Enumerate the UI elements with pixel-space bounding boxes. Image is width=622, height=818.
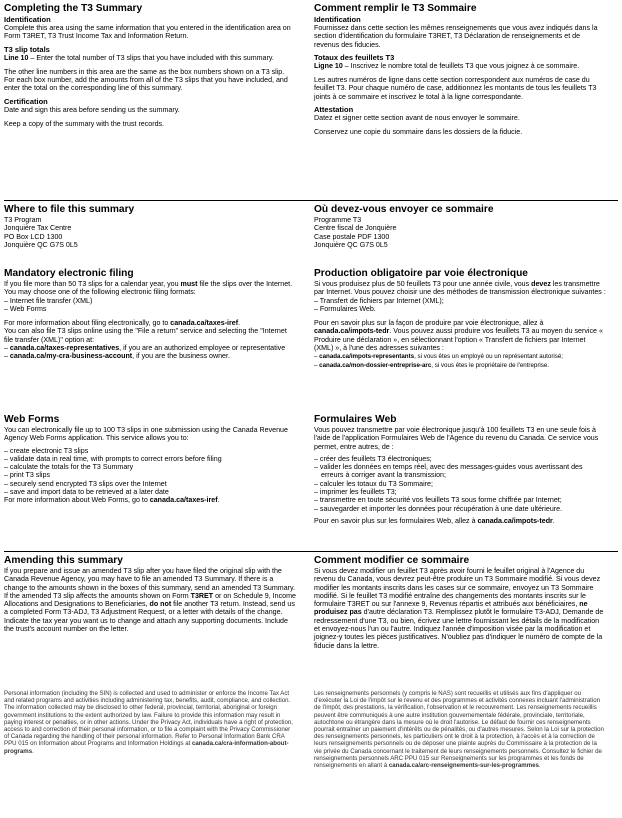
representatives-link[interactable]: canada.ca/taxes-representatives: [9, 344, 120, 353]
file-return-text: You can also file T3 slips online using the "File a return" service and selecting the "Internet file transfer (XML)" option at:: [4, 327, 287, 344]
privacy-notice-en: [4, 690, 296, 755]
where-to-file-section-fr: [314, 204, 606, 249]
list-item: – calculate the totals for the T3 Summary: [4, 463, 134, 472]
list-item: – créer des feuillets T3 électroniques;: [314, 454, 432, 463]
privacy-notice-fr: [314, 690, 606, 769]
privacy-text: Les renseignements personnels (y compris le NAS) sont recueillis et utilisés aux fins d'appliquer ou d'exécuter la Loi de l'impôt sur le revenu et des programmes et activités connexes incluant l'administration de l'impôt, des prestations, la vérification, l'observation et le recouvrement. Les renseignements recueillis peuvent être communiqués à une autre institution gouvernementale fédérale, provinciale, territoriale, autochtone ou étrangère dans la mesure où le droit l'autorise. Le défaut de fournir ces renseignements pourrait entraîner un paiement d'intérêts ou de pénalités, ou d'autres mesures. Selon la Loi sur la protection des renseignements personnels, les particuliers ont le droit à la protection, à l'accès et à la correction de leurs renseignements personnels ou de déposer une plainte auprès du Commissaire à la protection de la vie privée du Canada concernant le traitement de leurs renseignements personnels. Consultez le fichier de renseignements personnels ARC PPU 015 sur Renseignements sur les programmes et les fonds de renseignements en allant à canada.ca/arc-renseignements-sur-les-programmes.: [314, 690, 604, 770]
subheading-slip-totals: T3 slip totals: [4, 44, 50, 54]
where-to-file-section-en: [4, 204, 296, 249]
list-item: – sauvegarder et importer les données pour récupération à une date ultérieure.: [314, 504, 563, 513]
cra-info-programs-link[interactable]: canada.ca/cra-information-about-programs: [4, 740, 289, 755]
impots-tedr-link[interactable]: canada.ca/impots-tedr: [314, 327, 390, 336]
web-forms-section-fr: [314, 414, 606, 525]
section-title: Completing the T3 Summary: [4, 3, 143, 14]
arc-renseignements-link[interactable]: canada.ca/arc-renseignements-sur-les-programmes: [388, 762, 539, 770]
section-title: Web Forms: [4, 414, 60, 425]
line10-text: Ligne 10 – Inscrivez le nombre total de feuillets T3 que vous joignez à ce sommaire.: [314, 61, 580, 70]
certification-text: Datez et signer cette section avant de nous envoyer le sommaire.: [314, 114, 520, 123]
section-divider: [4, 551, 618, 552]
list-item: – save and import data to be retrieved at a later date: [4, 488, 169, 497]
address-line: Case postale PDF 1300: [314, 232, 390, 241]
address-line: Jonquière QC G7S 0L5: [4, 240, 78, 249]
subheading-identification: Identification: [314, 15, 361, 24]
section-title: Where to file this summary: [4, 204, 135, 215]
web-forms-section-en: [4, 414, 296, 505]
completing-summary-section-fr: [314, 3, 606, 137]
other-lines-text: The other line numbers in this area are the same as the box numbers shown on a T3 slip. For each box number, add the amounts from all of the T3 slips that you have included, and enter the total on the corresponding line of this summary.: [4, 67, 288, 93]
list-item: – imprimer les feuillets T3;: [314, 488, 397, 497]
address-line: Jonquière QC G7S 0L5: [314, 240, 388, 249]
list-item: – canada.ca/taxes-representatives, if you are an authorized employee or representative: [4, 344, 286, 353]
subheading-certification: Attestation: [314, 105, 354, 115]
other-lines-text: Les autres numéros de ligne dans cette section correspondent aux numéros de case du feuillet T3. Pour chaque numéro de case, additionnez les montants de tous les feuillets T3 joints à ce sommaire et inscrivez le total à la ligne correspondante.: [314, 76, 597, 101]
subheading-slip-totals: Totaux des feuillets T3: [314, 52, 395, 62]
section-title: Production obligatoire par voie électronique: [314, 268, 528, 279]
list-item: – print T3 slips: [4, 471, 50, 480]
mandatory-filing-section-en: [4, 268, 296, 361]
list-item: – canada.ca/impots-representants, si vous êtes un employé ou un représentant autorisé;: [314, 353, 564, 361]
filing-requirement-text: If you file more than 50 T3 slips for a calendar year, you must file the slips over the Internet.: [4, 280, 293, 288]
amending-section-fr: [314, 555, 606, 650]
address-line: PO Box LCD 1300: [4, 232, 63, 241]
section-divider: [4, 200, 618, 201]
web-forms-more-info: For more information about Web Forms, go to canada.ca/taxes-iref.: [4, 496, 220, 505]
keep-copy-text: Conservez une copie du sommaire dans les dossiers de la fiducie.: [314, 128, 523, 137]
list-item: – calculer les totaux du T3 Sommaire;: [314, 479, 433, 488]
taxes-iref-link[interactable]: canada.ca/taxes-iref: [149, 496, 218, 505]
list-item: – securely send encrypted T3 slips over the Internet: [4, 479, 167, 488]
list-item: – valider les données en temps réel, avec des messages-guides vous avertissant des erreurs à corriger avant la transmission;: [314, 463, 583, 480]
completing-summary-section-en: [4, 3, 296, 128]
address-line: Jonquière Tax Centre: [4, 224, 72, 233]
identification-text: Fournissez dans cette section les mêmes renseignements que vous avez indiqués dans la section d'identification du formulaire T3RET, T3 Déclaration de renseignements et de revenus des fiducies.: [314, 24, 598, 49]
more-info-text: For more information about filing electronically, go to canada.ca/taxes-iref.: [4, 319, 241, 328]
format-item: – Internet file transfer (XML): [4, 296, 93, 305]
business-account-link[interactable]: canada.ca/my-cra-business-account: [9, 352, 133, 361]
format-item: – Formulaires Web.: [314, 304, 376, 313]
address-line: T3 Program: [4, 216, 42, 224]
list-item: – transmettre en toute sécurité vos feuillets T3 sous forme chiffrée par Internet;: [314, 496, 562, 505]
section-title: Comment modifier ce sommaire: [314, 555, 470, 566]
mon-dossier-entreprise-link[interactable]: canada.ca/mon-dossier-entreprise-arc: [319, 362, 432, 370]
section-title: Amending this summary: [4, 555, 123, 566]
certification-text: Date and sign this area before sending us the summary.: [4, 105, 180, 114]
privacy-text: Personal information (including the SIN) is collected and used to administer or enforce the Income Tax Act and related programs and activities including administering tax, benefits, audit, compliance, and collection. The information collected may be disclosed to other federal, provincial, territorial, aboriginal or foreign government institutions to the extent authorized by law. Failure to provide this information may result in paying interest or penalties, or in other actions. Under the Privacy Act, individuals have a right of protection, access to and correction of their personal information, or to file a complaint with the Privacy Commissioner of Canada regarding the handling of their personal information. Refer to Personal Information Bank CRA PPU 015 on Information about Programs and Information Holdings at canada.ca/cra-information-about-programs.: [4, 690, 293, 755]
subheading-certification: Certification: [4, 96, 48, 106]
web-forms-more-info: Pour en savoir plus sur les formulaires Web, allez à canada.ca/impots-tedr.: [314, 516, 555, 525]
formats-intro: You may choose one of the following electronic filing formats:: [4, 288, 196, 297]
amending-section-en: [4, 555, 296, 633]
amending-text: If you prepare and issue an amended T3 slip after you have filed the original slip with the Canada Revenue Agency, you may have to file an amended T3 Summary. If there is a change to the amounts shown in the boxes of this summary, send an amended T3 Summary. If the amended T3 slip affects the amounts shown on Form T3RET or on Schedule 9, Income Allocations and Designations to Beneficiaries, do not file another T3 return. Instead, send us a completed Form T3-ADJ, T3 Adjustment Request, or a letter with details of the change. Indicate the tax year you want us to change and attach any supporting documents. Include the trust's account number on the letter.: [4, 567, 296, 634]
identification-text: Complete this area using the same information that you entered in the identification area on Form T3RET, T3 Trust Income Tax and Information Return.: [4, 24, 291, 41]
amending-text: Si vous devez modifier un feuillet T3 après avoir fourni le feuillet original à l'Agence du revenu du Canada, vous devrez peut-être produire un T3 Sommaire modifié. Si vous devez modifier les montants inscrits dans les cases sur ce sommaire, envoyez un T3 Sommaire modifié. Si le feuillet T3 modifié entraîne des changements des montants inscrits sur le formulaire T3RET ou sur l'annexe 9, Revenus répartis et attribués aux bénéficiaires, ne produisez pas d'autre déclaration T3. Remplissez plutôt le formulaire T3-ADJ, Demande de redressement d'une T3, ou bien, écrivez une lettre fournissant les détails de la modification et envoyez-nous l'un ou l'autre. Indiquez l'année d'imposition visée par la modification et joignez-y toutes les pièces justificatives. N'oubliez pas d'indiquer le numéro de compte de la fiducie dans la lettre.: [314, 567, 604, 650]
web-forms-intro: Vous pouvez transmettre par voie électronique jusqu'à 100 feuillets T3 en une seule fois à l'aide de l'application Formulaires Web de l'Agence du revenu du Canada. Ce service vous permet, entre autres, de :: [314, 426, 599, 451]
representants-link[interactable]: canada.ca/impots-representants: [319, 353, 415, 361]
line10-text: Line 10 – Enter the total number of T3 slips that you have included with this summary.: [4, 53, 274, 62]
address-line: Centre fiscal de Jonquière: [314, 224, 397, 233]
section-title: Où devez-vous envoyer ce sommaire: [314, 204, 494, 215]
address-line: Programme T3: [314, 216, 362, 224]
list-item: – validate data in real time, with prompts to correct errors before filing: [4, 454, 222, 463]
impots-tedr-link[interactable]: canada.ca/impots-tedr: [477, 516, 553, 525]
list-item: – canada.ca/my-cra-business-account, if you are the business owner.: [4, 352, 230, 361]
section-title: Formulaires Web: [314, 414, 397, 425]
taxes-iref-link[interactable]: canada.ca/taxes-iref: [170, 319, 239, 328]
mandatory-filing-section-fr: [314, 268, 606, 370]
section-title: Comment remplir le T3 Sommaire: [314, 3, 477, 14]
web-forms-intro: You can electronically file up to 100 T3 slips in one submission using the Canada Revenue Agency Web Forms application. This service allows you to:: [4, 426, 288, 443]
filing-requirement-text: Si vous produisez plus de 50 feuillets T3 pour une année civile, vous devez les transmettre par Internet. Vous pouvez choisir une des méthodes de transmission électronique suivantes :: [314, 280, 606, 297]
format-item: – Transfert de fichiers par Internet (XML);: [314, 296, 444, 305]
list-item: – create electronic T3 slips: [4, 446, 89, 455]
format-item: – Web Forms: [4, 304, 47, 313]
more-info-text: Pour en savoir plus sur la façon de produire par voie électronique, allez à canada.ca/impots-tedr. Vous pouvez aussi produire vos feuillets T3 au moyen du service « Produire une déclaration », en sélectionnant l'option « Transfert de fichiers par Internet (XML) », à l'une des adresses suivantes :: [314, 319, 603, 353]
subheading-identification: Identification: [4, 15, 51, 24]
keep-copy-text: Keep a copy of the summary with the trust records.: [4, 120, 165, 129]
list-item: – canada.ca/mon-dossier-entreprise-arc, si vous êtes le propriétaire de l'entreprise.: [314, 362, 550, 370]
section-title: Mandatory electronic filing: [4, 268, 134, 279]
